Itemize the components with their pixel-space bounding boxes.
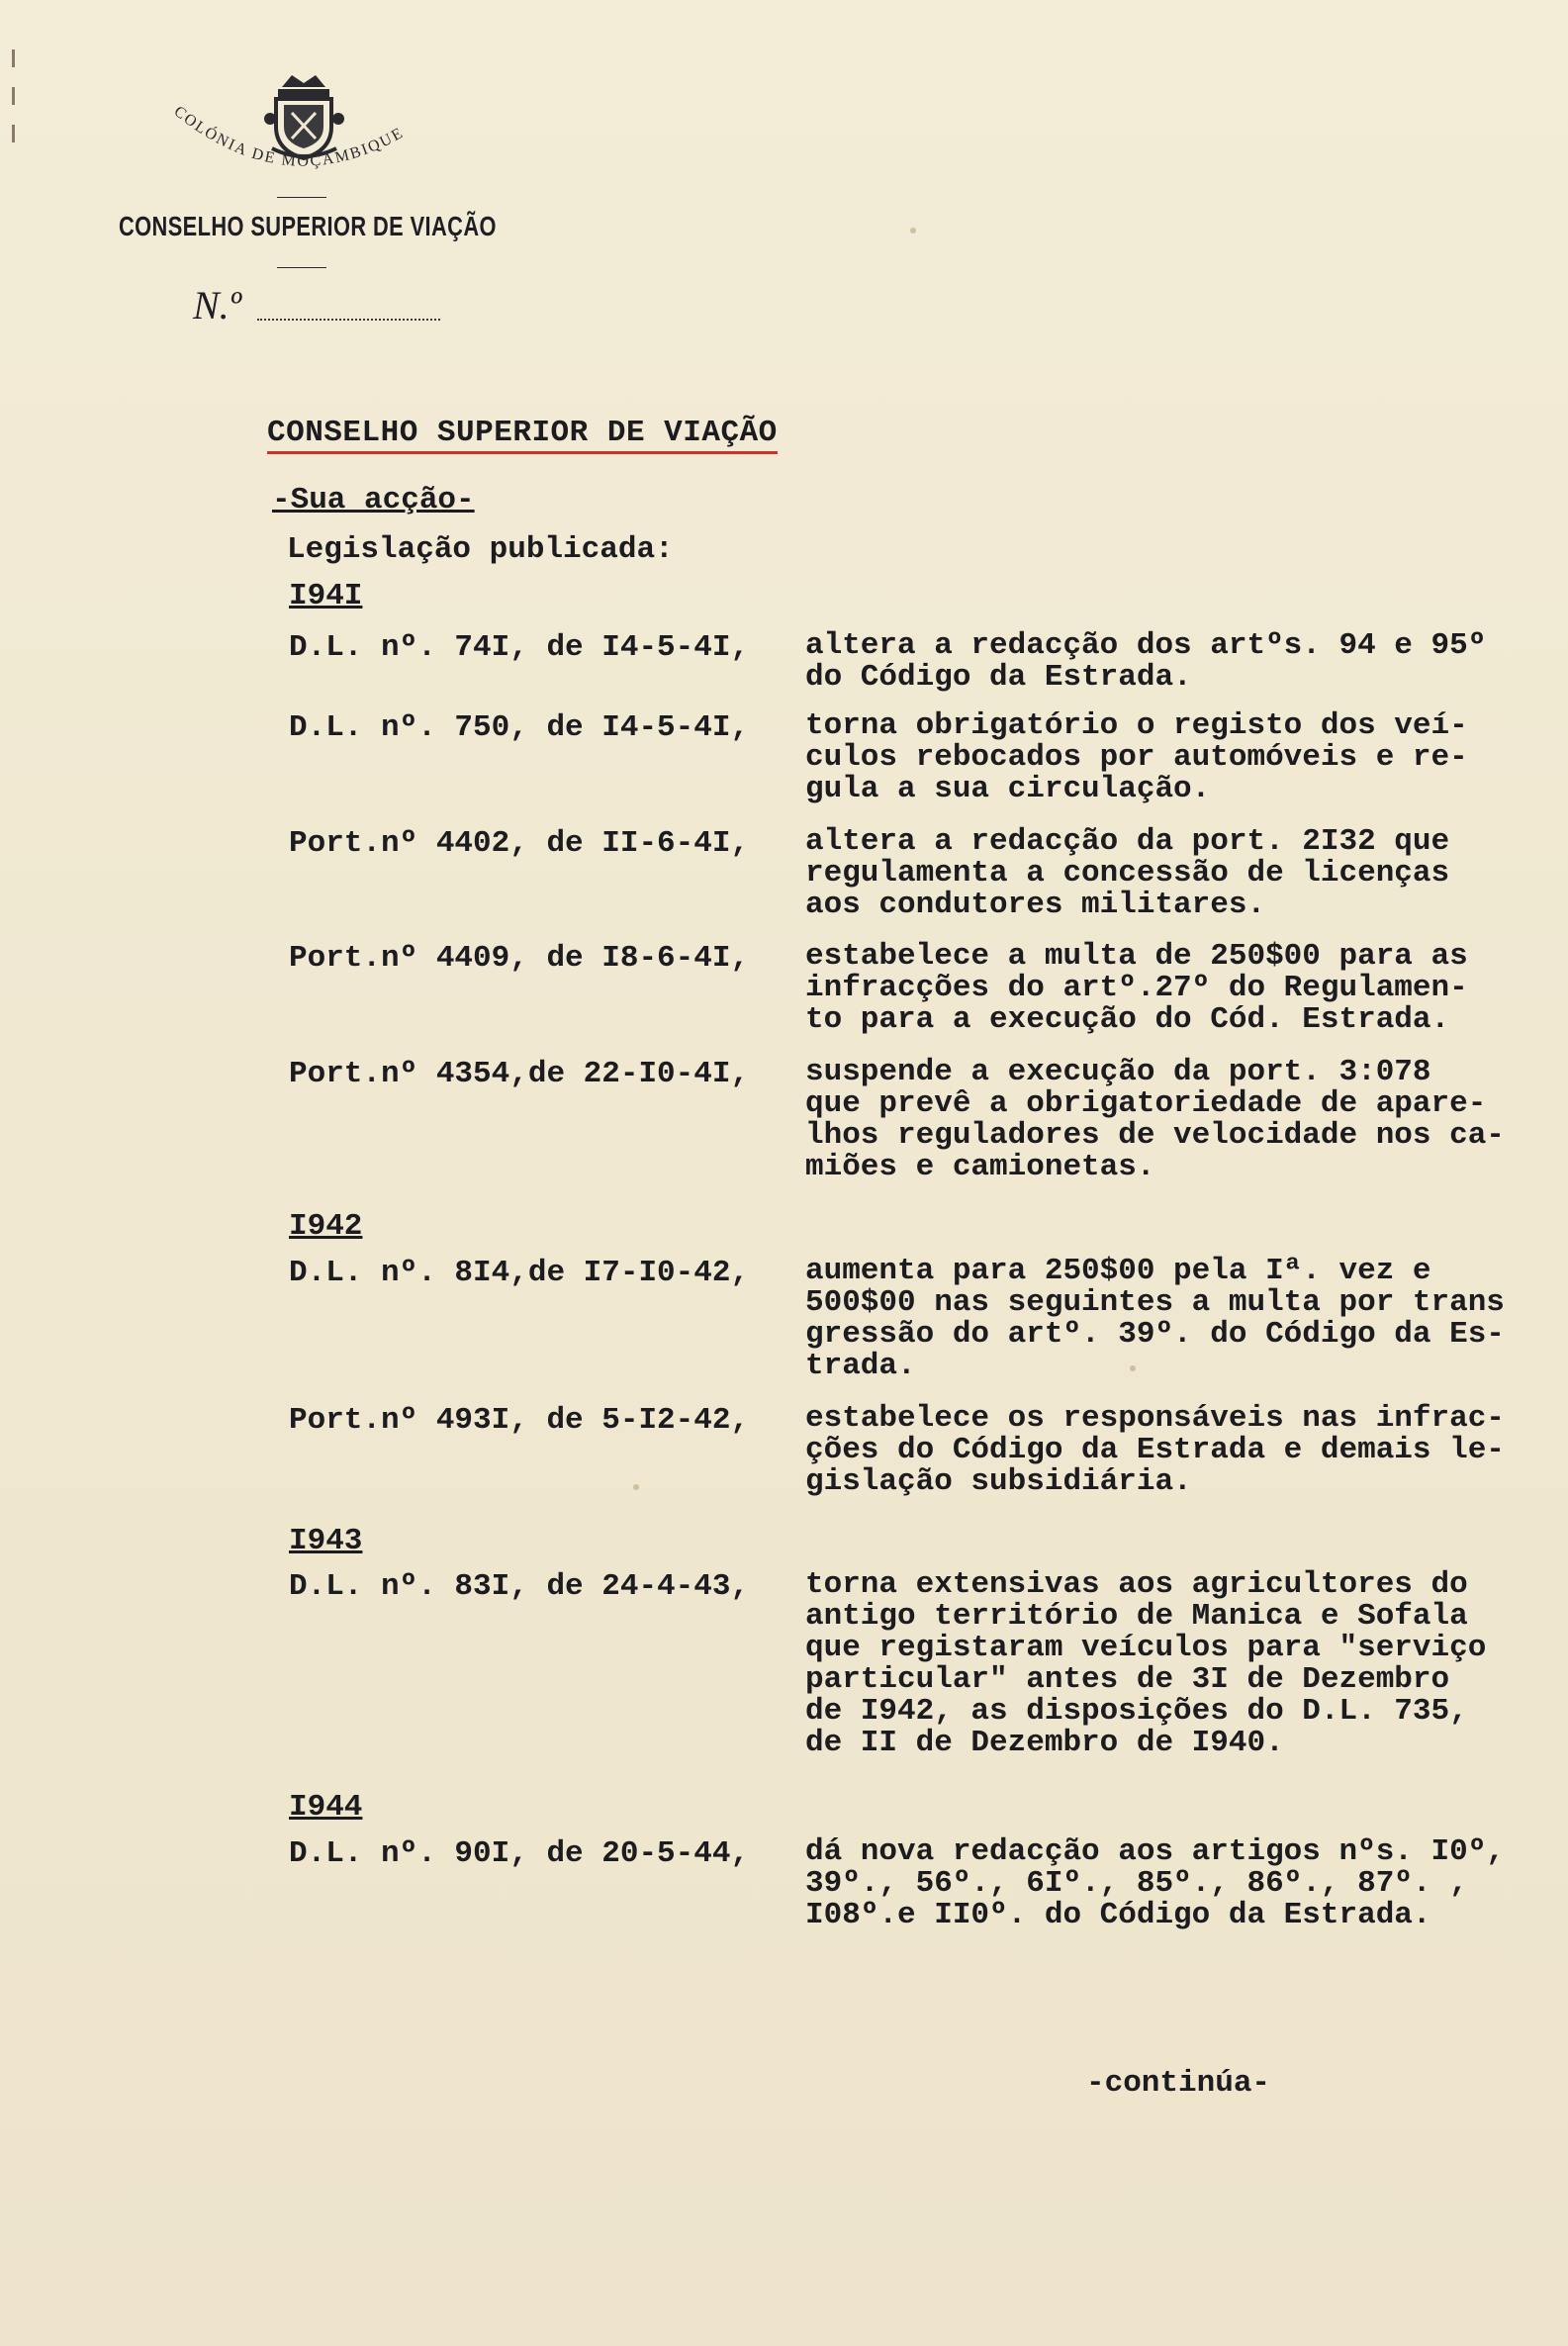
entry-reference: Port.nº 4402, de II-6-4I, [289,826,750,861]
entry-description: estabelece a multa de 250$00 para as infracções do artº.27º do Regulamen- to para a execução do Cód. Estrada. [805,939,1468,1037]
entry-description: estabelece os responsáveis nas infrac- ções do Código da Estrada e demais le- gislação subsidiária. [805,1401,1505,1499]
paper-speck [1130,1365,1136,1371]
entry-reference: D.L. nº. 8I4,de I7-I0-42, [289,1256,750,1290]
entry-reference: D.L. nº. 750, de I4-5-4I, [289,710,750,745]
year-heading-1943: I943 [289,1524,363,1558]
entry-description: altera a redacção dos artºs. 94 e 95º do Código da Estrada. [805,628,1487,695]
continues-note: -continúa- [1086,2066,1271,2101]
rule-lower [277,267,326,268]
number-label: N.º [193,283,242,328]
coat-of-arms-icon [262,69,346,163]
entry-reference: Port.nº 493I, de 5-I2-42, [289,1403,750,1438]
svg-text:COLÓNIA DE MOÇAMBIQUE: COLÓNIA DE MOÇAMBIQUE [170,103,408,170]
paper-speck [910,228,916,234]
number-field-dots [257,319,440,321]
entry-reference: Port.nº 4354,de 22-I0-4I, [289,1057,750,1091]
rule-upper [277,197,326,198]
entry-reference: Port.nº 4409, de I8-6-4I, [289,941,750,976]
document-subtitle: -Sua acção- [272,483,475,517]
council-name: CONSELHO SUPERIOR DE VIAÇÃO [119,211,497,241]
entry-description: dá nova redacção aos artigos nºs. I0º, 39º., 56º., 6Iº., 85º., 86º., 87º. , I08º.e II0º. do Código da Estrada. [805,1834,1505,1932]
entry-reference: D.L. nº. 90I, de 20-5-44, [289,1836,750,1871]
year-heading-1942: I942 [289,1209,363,1244]
legislation-intro: Legislação publicada: [287,532,674,567]
entry-description: torna extensivas aos agricultores do antigo território de Manica e Sofala que registaram veículos para "serviço particular" antes de 3I de Dezembro de I942, as disposições do D.L. 735, de II de Dezembro de I940. [805,1567,1487,1760]
entry-reference: D.L. nº. 83I, de 24-4-43, [289,1569,750,1604]
entry-reference: D.L. nº. 74I, de I4-5-4I, [289,630,750,665]
year-heading-1944: I944 [289,1790,363,1825]
paper-speck [633,1484,639,1490]
year-heading-1941: I94I [289,579,363,613]
entry-description: suspende a execução da port. 3:078 que prevê a obrigatoriedade de apare- lhos reguladores de velocidade nos ca- miões e camionetas. [805,1055,1505,1184]
binding-mark [12,49,16,158]
entry-description: aumenta para 250$00 pela Iª. vez e 500$00 nas seguintes a multa por trans gressão do artº. 39º. do Código da Es- trada. [805,1254,1505,1383]
entry-description: torna obrigatório o registo dos veí- culos rebocados por automóveis e re- gula a sua circulação. [805,708,1468,806]
letterhead [109,59,524,336]
document-title: CONSELHO SUPERIOR DE VIAÇÃO [267,416,778,454]
entry-description: altera a redacção da port. 2I32 que regulamenta a concessão de licenças aos condutores militares. [805,824,1450,922]
